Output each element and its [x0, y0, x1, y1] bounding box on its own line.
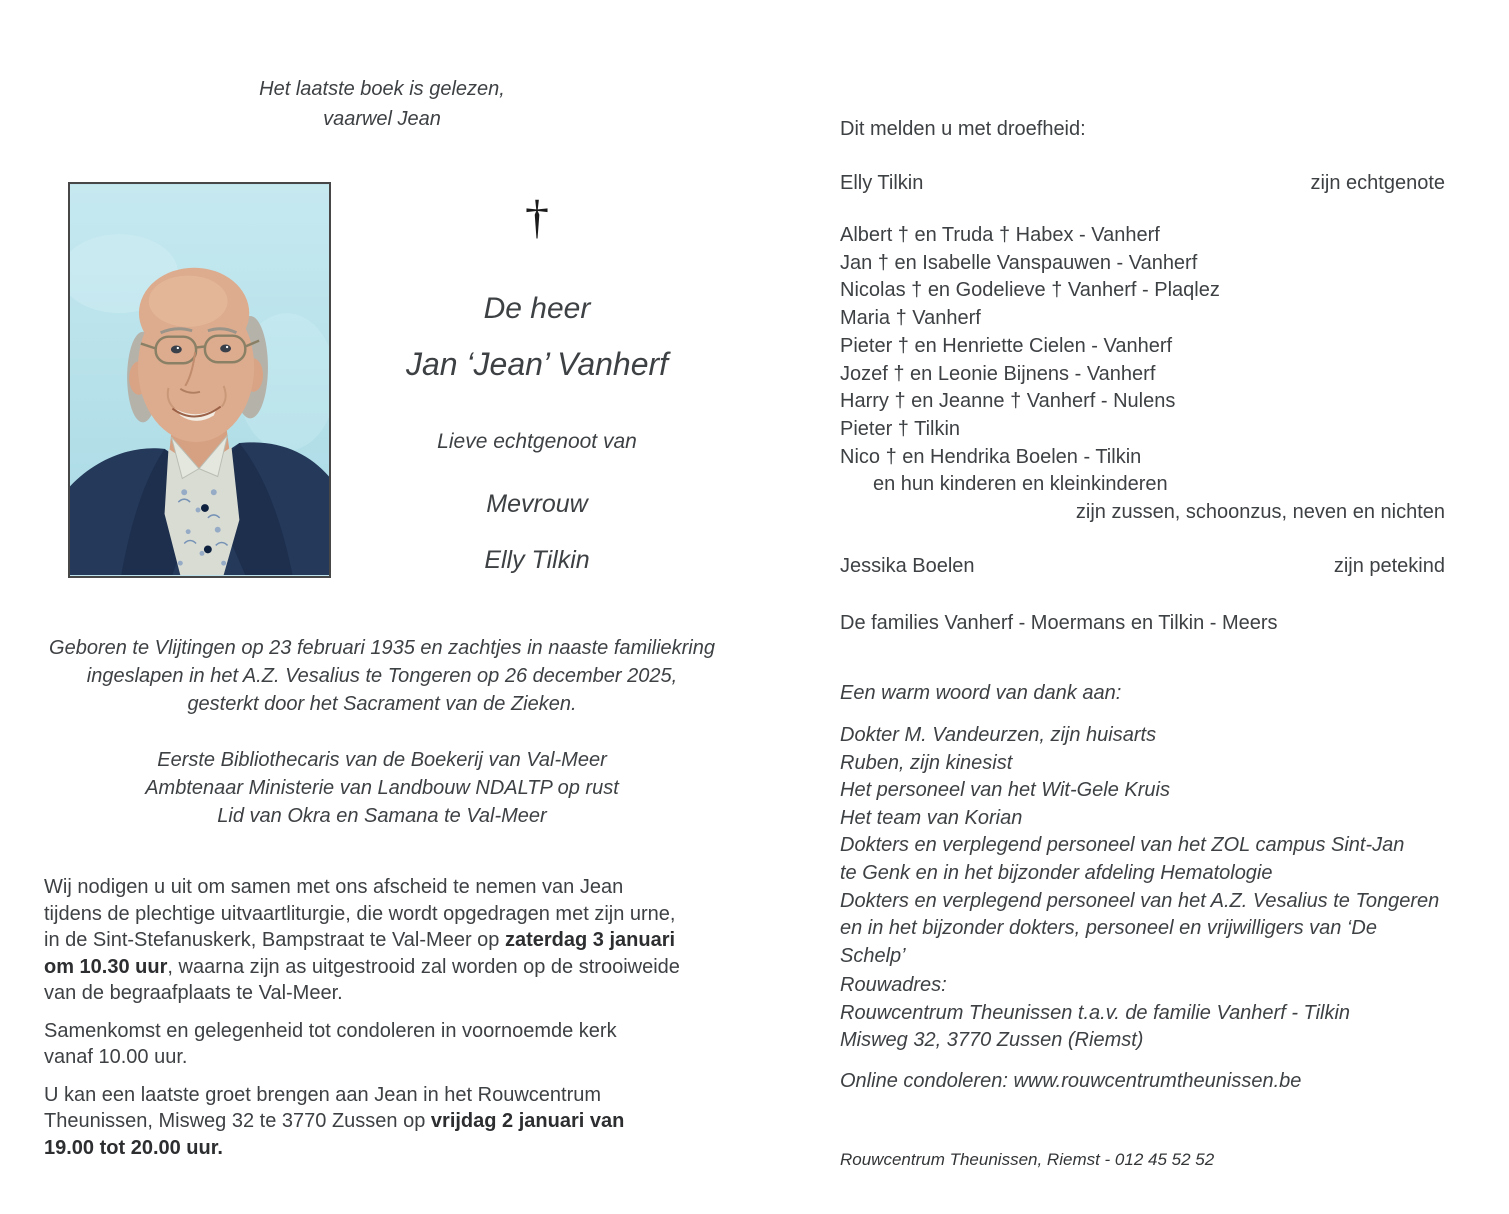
families-line: De families Vanherf - Moermans en Tilkin - Meers	[840, 612, 1278, 634]
thanks-item: Het team van Korian	[840, 806, 1023, 829]
mourning-address-heading: Rouwadres:	[840, 974, 947, 996]
gathering-line-1: Samenkomst en gelegenheid tot condoleren in voornoemde kerk	[44, 1019, 617, 1042]
thanks-item: te Genk en in het bijzonder afdeling Hematologie	[840, 861, 1273, 884]
portrait-illustration	[70, 184, 329, 576]
ceremony-time: om 10.30 uur	[44, 955, 168, 978]
deceased-name: Jan ‘Jean’ Vanherf	[405, 346, 669, 382]
thanks-heading: Een warm woord van dank aan:	[840, 682, 1122, 704]
honorific: De heer	[483, 292, 591, 325]
thanks-list	[840, 722, 1445, 970]
header-block	[331, 182, 743, 582]
spouse-honorific: Mevrouw	[486, 490, 588, 518]
online-condolence-line: Online condoleren: www.rouwcentrumtheunissen.be	[840, 1070, 1302, 1092]
thanks-item: Dokters en verplegend personeel van het ZOL campus Sint-Jan	[840, 834, 1405, 857]
epigraph-line-1: Het laatste boek is gelezen,	[259, 78, 505, 100]
thanks-item: Het personeel van het Wit-Gele Kruis	[840, 779, 1170, 802]
invitation-line-2: tijdens de plechtige uitvaartliturgie, die wordt opgedragen met zijn urne,	[44, 902, 676, 925]
life-line-1: Geboren te Vlijtingen op 23 februari 1935 en zachtjes in naaste familiekring	[49, 637, 715, 659]
deceased-photo	[68, 182, 331, 578]
career-line-2: Ambtenaar Ministerie van Landbouw NDALTP op rust	[145, 777, 619, 799]
mourning-address-line-2: Misweg 32, 3770 Zussen (Riemst)	[840, 1029, 1144, 1052]
family-member-line: Harry † en Jeanne † Vanherf - Nulens	[840, 390, 1176, 413]
viewing-time: 19.00 tot 20.00 uur.	[44, 1136, 223, 1159]
last-greeting-line-2-text: Theunissen, Misweg 32 te 3770 Zussen op	[44, 1110, 431, 1132]
thanks-item: Ruben, zijn kinesist	[840, 751, 1013, 774]
mourning-address-block	[840, 972, 1445, 1055]
gathering-paragraph	[44, 1018, 734, 1071]
invitation-line-5: van de begraafplaats te Val-Meer.	[44, 982, 343, 1004]
funeral-home-footer: Rouwcentrum Theunissen, Riemst - 012 45 52 52	[840, 1150, 1215, 1169]
godchild-row	[840, 555, 1445, 578]
family-member-line: Pieter † Tilkin	[840, 417, 961, 440]
family-children-line: en hun kinderen en kleinkinderen	[873, 473, 1168, 496]
ceremony-info	[44, 874, 734, 1161]
epigraph-line-2: vaarwel Jean	[323, 108, 441, 130]
cross-icon: †	[525, 191, 549, 244]
widow-relation: zijn echtgenote	[1310, 172, 1445, 194]
invitation-line-4-text: , waarna zijn as uitgestrooid zal worden op de strooiweide	[167, 955, 680, 978]
mourning-address-line-1: Rouwcentrum Theunissen t.a.v. de familie Vanherf - Tilkin	[840, 1001, 1351, 1024]
birth-death-block	[5, 634, 759, 718]
invitation-paragraph	[44, 874, 734, 1007]
widow-name: Elly Tilkin	[840, 172, 924, 194]
last-greeting-line-1: U kan een laatste groet brengen aan Jean in het Rouwcentrum	[44, 1083, 602, 1106]
family-list	[840, 222, 1445, 527]
widow-row	[840, 172, 1445, 195]
family-member-line: Pieter † en Henriette Cielen - Vanherf	[840, 334, 1173, 357]
family-member-line: Nico † en Hendrika Boelen - Tilkin	[840, 445, 1142, 468]
invitation-line-3-text: in de Sint-Stefanuskerk, Bampstraat te Val-Meer op	[44, 929, 505, 951]
invitation-line-3	[44, 927, 734, 954]
family-relation-line: zijn zussen, schoonzus, neven en nichten	[1075, 501, 1445, 524]
announcement-intro: Dit melden u met droefheid:	[840, 118, 1086, 140]
thanks-item: Dokters en verplegend personeel van het A.Z. Vesalius te Tongeren	[840, 889, 1440, 912]
life-line-3: gesterkt door het Sacrament van de Zieken.	[187, 693, 577, 715]
relation-line: Lieve echtgenoot van	[437, 430, 637, 453]
family-member-line: Jozef † en Leonie Bijnens - Vanherf	[840, 362, 1156, 385]
last-greeting-line-2	[44, 1108, 734, 1135]
right-page	[840, 0, 1445, 1214]
family-member-line: Nicolas † en Godelieve † Vanherf - Plaqlez	[840, 279, 1220, 302]
family-member-line: Albert † en Truda † Habex - Vanherf	[840, 224, 1160, 246]
gathering-line-2: vanaf 10.00 uur.	[44, 1046, 188, 1068]
last-greeting-paragraph	[44, 1082, 734, 1162]
career-line-3: Lid van Okra en Samana te Val-Meer	[217, 805, 547, 827]
career-block	[5, 746, 759, 830]
family-member-line: Jan † en Isabelle Vanspauwen - Vanherf	[840, 251, 1198, 274]
invitation-line-4	[44, 954, 734, 981]
life-line-2: ingeslapen in het A.Z. Vesalius te Tongeren op 26 december 2025,	[86, 665, 678, 687]
invitation-line-1: Wij nodigen u uit om samen met ons afscheid te nemen van Jean	[44, 876, 624, 898]
godchild-name: Jessika Boelen	[840, 555, 975, 577]
family-member-line: Maria † Vanherf	[840, 307, 981, 330]
viewing-date: vrijdag 2 januari van	[430, 1110, 625, 1132]
spouse-name: Elly Tilkin	[484, 546, 590, 574]
career-line-1: Eerste Bibliothecaris van de Boekerij van Val-Meer	[157, 749, 607, 771]
godchild-relation: zijn petekind	[1333, 555, 1445, 577]
thanks-item: Dokter M. Vandeurzen, zijn huisarts	[840, 724, 1157, 746]
thanks-item: en in het bijzonder dokters, personeel en vrijwilligers van ‘De Schelp’	[840, 917, 1377, 967]
ceremony-date: zaterdag 3 januari	[504, 929, 676, 951]
epigraph	[0, 74, 764, 134]
